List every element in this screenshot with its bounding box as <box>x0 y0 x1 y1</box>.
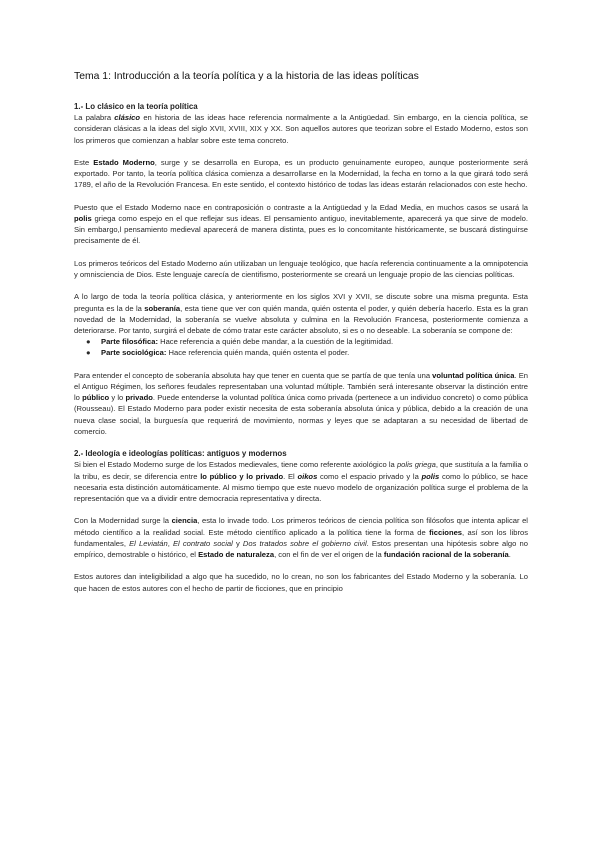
list-item <box>74 336 528 347</box>
section-1-paragraph-5: A lo largo de toda la teoría política clásica, y anteriormente en los siglos XVI y XVII, se discute sobre una misma pregunta. Esta pregunta es la de la soberanía, esta tiene que ver con quién manda, quién ostenta el poder, y quién debería hacerlo. Esta es la gran novedad de la Modernidad, la soberanía se vuelve absoluta y culmina en la Revolución Francesa, posteriormente comienza a deteriorarse. Por tanto, surgirá el debate de cómo tratar este carácter absoluto, si es o no deseable. La soberanía se compone de: <box>74 292 528 335</box>
soberania-parts-list <box>74 336 528 358</box>
section-1-paragraph-1: La palabra clásico en historia de las ideas hace referencia normalmente a la Antigüedad. Sin embargo, en la ciencia política, se consideran clásicas a la ideas del siglo XVII, XVIII, XIX y XX. Son aquellos autores que teorizan sobre el Estado Moderno, estos son los primeros que comienzan a hablar sobre este tema concreto. <box>74 113 528 145</box>
section-2-heading: 2.- Ideología e ideologías políticas: antiguos y modernos <box>74 449 287 459</box>
list-item <box>74 347 528 358</box>
section-1-heading: 1.- Lo clásico en la teoría política <box>74 102 198 111</box>
section-1-paragraph-4: Los primeros teóricos del Estado Moderno aún utilizaban un lenguaje teológico, que hacía referencia continuamente a la omnipotencia y omnisciencia de Dios. Este lenguaje carecía de cientifismo, posteriormente se creará un lenguaje propio de las ciencias políticas. <box>74 258 528 279</box>
list-item-text: Parte sociológica: Hace referencia quién manda, quién ostenta el poder. <box>101 348 350 358</box>
section-1-paragraph-6: Para entender el concepto de soberanía absoluta hay que tener en cuenta que se partía de que tenía una voluntad política única. En el Antiguo Régimen, los señores feudales representaban una voluntad múltiple. También será interesante observar la distinción entre lo público y lo privado. Puede entenderse la voluntad política única como privada (pertenece a un individuo concreto) o como pública (Rousseau). El Estado Moderno para poder existir necesita de esta soberanía absoluta única y pública, debido a la creación de una nueva clase social, la burguesía que requerirá de movimiento, normas y leyes que se adaptaran a su necesidad de libertad de comercio. <box>74 370 528 436</box>
list-item-text: Parte filosófica: Hace referencia a quién debe mandar, a la cuestión de la legitimidad. <box>101 337 394 347</box>
section-2-paragraph-3: Estos autores dan inteligibilidad a algo que ha sucedido, no lo crean, no son los fabricantes del Estado Moderno y la soberanía. Lo que hacen de estos autores con el hecho de partir de ficciones, que en principio <box>74 572 528 593</box>
section-1-paragraph-3: Puesto que el Estado Moderno nace en contraposición o contraste a la Antigüedad y la Edad Media, en muchos casos se usará la polis griega como espejo en el que reflejar sus ideas. El pensamiento antiguo, inevitablemente, aparecerá ya que sirve de modelo. Sin embargo,l pensamiento medieval aparecerá de manera distinta, pues es lo concomitante históricamente, se buscará distinguirse precisamente de él. <box>74 202 528 246</box>
bullet-icon: ● <box>86 348 91 358</box>
bullet-icon: ● <box>86 337 91 347</box>
section-2-paragraph-1: Si bien el Estado Moderno surge de los Estados medievales, tiene como referente axiológico la polis griega, que sustituía a la familia o la tribu, es decir, se diferencia entre lo público y lo privado. El oikos como el espacio privado y la polis como lo público, se hace necesaria esta distinción automáticamente. Al mismo tiempo que este nuevo modelo de organización política surge el problema de la representación que va a dividir entre democracia representativa y directa. <box>74 460 529 504</box>
document-title: Tema 1: Introducción a la teoría política y a la historia de las ideas políticas <box>74 71 419 82</box>
section-2-paragraph-2: Con la Modernidad surge la ciencia, esta lo invade todo. Los primeros teóricos de ciencia política son filósofos que intenta aplicar el método científico a la realidad social. Este método científico aplicado a la política tiene la forma de ficciones, así son los libros fundamentales, El Leviatán, El contrato social y Dos tratados sobre el gobierno civil. Estos presentan una hipótesis sobre algo no empírico, demostrable o histórico, el Estado de naturaleza, con el fin de ver el origen de la fundación racional de la soberanía. <box>74 516 528 560</box>
section-1-paragraph-2: Este Estado Moderno, surge y se desarrolla en Europa, es un producto genuinamente europeo, aunque posteriormente será exportado. Por tanto, la teoría política clásica comienza a desarrollarse en la Modernidad, la fecha en torno a la que girará todo será 1789, el año de la Revolución Francesa. En este sentido, el contexto histórico de todas las ideas estarán relacionados con este hecho. <box>74 158 528 190</box>
